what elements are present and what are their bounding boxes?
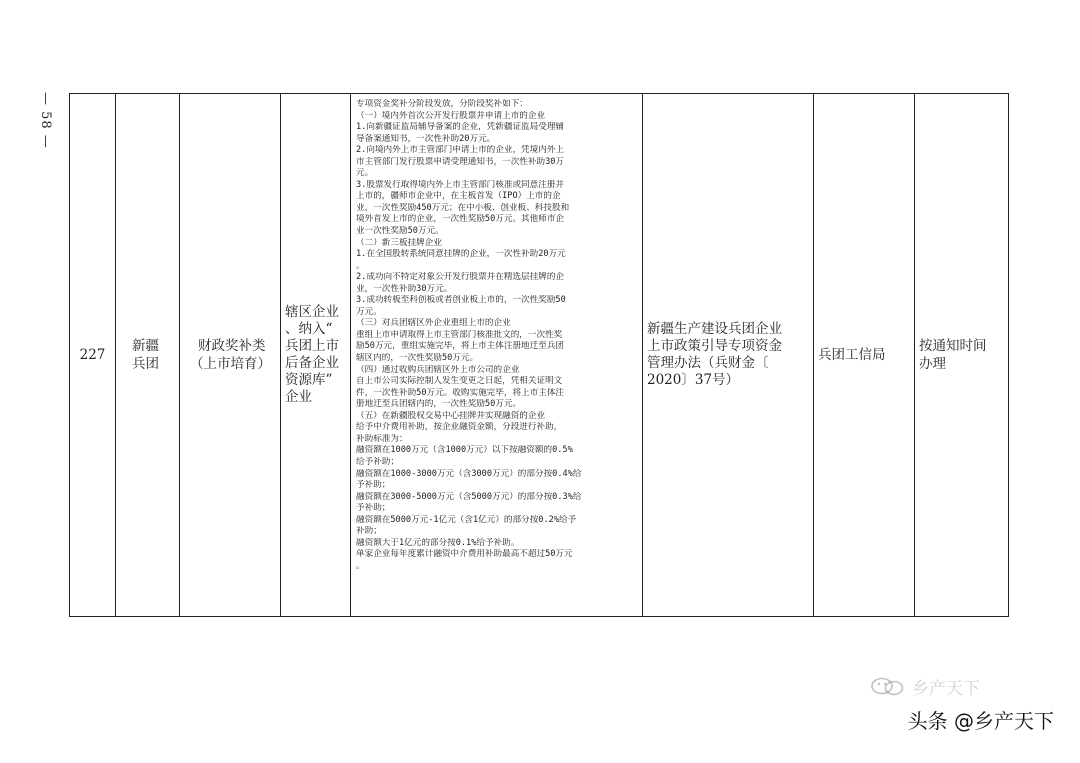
detail-line: 补助标准为：: [356, 433, 408, 444]
target-line: 兵团上市: [285, 338, 339, 354]
table-row: [70, 94, 1009, 617]
detail-line: （四）通过收购兵团辖区外上市公司的企业: [356, 364, 520, 375]
detail-line: （五）在新疆股权交易中心挂牌并实现融资的企业: [356, 410, 546, 421]
detail-line: 给予补助；: [356, 456, 399, 467]
department-text: 兵团工信局: [818, 347, 886, 363]
detail-line: 给予中介费用补助，按企业融资金额，分段进行补助，: [356, 422, 563, 433]
detail-line: 3.股票发行取得境内外上市主管部门核准或同意注册并: [356, 179, 565, 190]
detail-line: 元。: [356, 168, 374, 179]
detail-line: 市主管部门发行股票申请受理通知书，一次性补助30万: [356, 156, 565, 167]
detail-line: 导备案通知书，一次性补助20万元。: [356, 133, 496, 144]
detail-line: 。: [356, 260, 365, 271]
timing-line: 按通知时间: [919, 338, 987, 354]
basis-line: 管理办法（兵财金〔: [647, 355, 769, 371]
detail-line: 2.向境内外上市主管部门申请上市的企业，凭境内外上: [356, 145, 565, 156]
detail-line: 单家企业每年度累计融资中介费用补助最高不超过50万元: [356, 549, 573, 560]
basis-line: 上市政策引导专项资金: [647, 338, 782, 354]
region-cell: [116, 94, 180, 617]
detail-line: 融资额在5000万元-1亿元（含1亿元）的部分按0.2%给予: [356, 514, 577, 525]
detail-line: 1.向新疆证监局辅导备案的企业，凭新疆证监局受理辅: [356, 122, 565, 133]
row-number: 227: [79, 347, 106, 363]
detail-line: 融资额在1000万元（含1000万元）以下按融资额的0.5%: [356, 445, 573, 456]
detail-line: 3.成功转板至科创板或者创业板上市的，一次性奖励50: [356, 295, 566, 306]
basis-line: 2020〕37号）: [647, 372, 740, 388]
department-cell: [814, 94, 915, 617]
target-line: 资源库”: [285, 372, 333, 388]
detail-line: 2.成功向不特定对象公开发行股票并在精选层挂牌的企: [356, 272, 565, 283]
detail-line: 业，一次性奖励450万元；在中小板、创业板、科技股和: [356, 202, 570, 213]
detail-line: 万元。: [356, 306, 382, 317]
timing-cell: [915, 94, 1009, 617]
detail-line: 予补助；: [356, 480, 391, 491]
wechat-icon: [868, 675, 908, 697]
detail-line: 业，一次性补助30万元。: [356, 283, 453, 294]
detail-line: 融资额大于1亿元的部分按0.1%给予补助。: [356, 537, 520, 548]
category-line: （上市培育）: [190, 356, 271, 372]
detail-line: 业一次性奖励50万元。: [356, 226, 444, 237]
detail-line: 自上市公司实际控制人发生变更之日起，凭相关证明文: [356, 376, 563, 387]
basis-line: 新疆生产建设兵团企业: [647, 321, 782, 337]
timing-line: 办理: [919, 356, 946, 372]
target-line: 企业: [285, 389, 312, 405]
watermark-faded-text: 乡产天下: [912, 679, 980, 699]
detail-line: 册地迁至兵团辖内的，一次性奖励50万元。: [356, 399, 522, 410]
category-cell: [180, 94, 281, 617]
detail-line: 励50万元，重组实施完毕，将上市主体注册地迁至兵团: [356, 341, 565, 352]
row-number-cell: [70, 94, 116, 617]
policy-table: [69, 93, 1009, 617]
details-text: [356, 99, 638, 572]
detail-line: （二）新三板挂牌企业: [356, 237, 442, 248]
detail-line: 重组上市申请取得上市主管部门核准批文的，一次性奖: [356, 329, 563, 340]
detail-line: 上市的，疆师市企业中，在主板首发（IPO）上市的企: [356, 191, 561, 202]
detail-line: 1.在全国股转系统同意挂牌的企业，一次性补助20万元: [356, 249, 566, 260]
region-line: 兵团: [132, 356, 159, 372]
detail-line: 辖区内的，一次性奖励50万元。: [356, 353, 479, 364]
category-line: 财政奖补类: [198, 338, 266, 354]
detail-line: 融资额在1000-3000万元（含3000万元）的部分按0.4%给: [356, 468, 582, 479]
details-cell: [351, 94, 643, 617]
detail-line: （一）境内外首次公开发行股票并申请上市的企业: [356, 110, 546, 121]
detail-line: 。: [356, 560, 365, 571]
basis-cell: [643, 94, 814, 617]
detail-line: 专项资金奖补分阶段发放，分阶段奖补如下：: [356, 99, 528, 109]
target-line: 后备企业: [285, 355, 339, 371]
detail-line: 补助；: [356, 526, 382, 537]
detail-line: 件，一次性补助50万元。收购实施完毕，将上市主体注: [356, 387, 565, 398]
target-line: 、纳入“: [285, 321, 333, 337]
detail-line: 融资额在3000-5000万元（含5000万元）的部分按0.3%给: [356, 491, 582, 502]
target-line: 辖区企业: [285, 304, 339, 320]
detail-line: 境外首发上市的企业，一次性奖励50万元。其他师市企: [356, 214, 565, 225]
target-cell: [281, 94, 351, 617]
detail-line: （三）对兵团辖区外企业重组上市的企业: [356, 318, 511, 329]
region-line: 新疆: [132, 338, 159, 354]
detail-line: 予补助；: [356, 503, 391, 514]
page-number: — 58 —: [38, 92, 53, 149]
watermark-text: 头条 @乡产天下: [907, 709, 1054, 733]
